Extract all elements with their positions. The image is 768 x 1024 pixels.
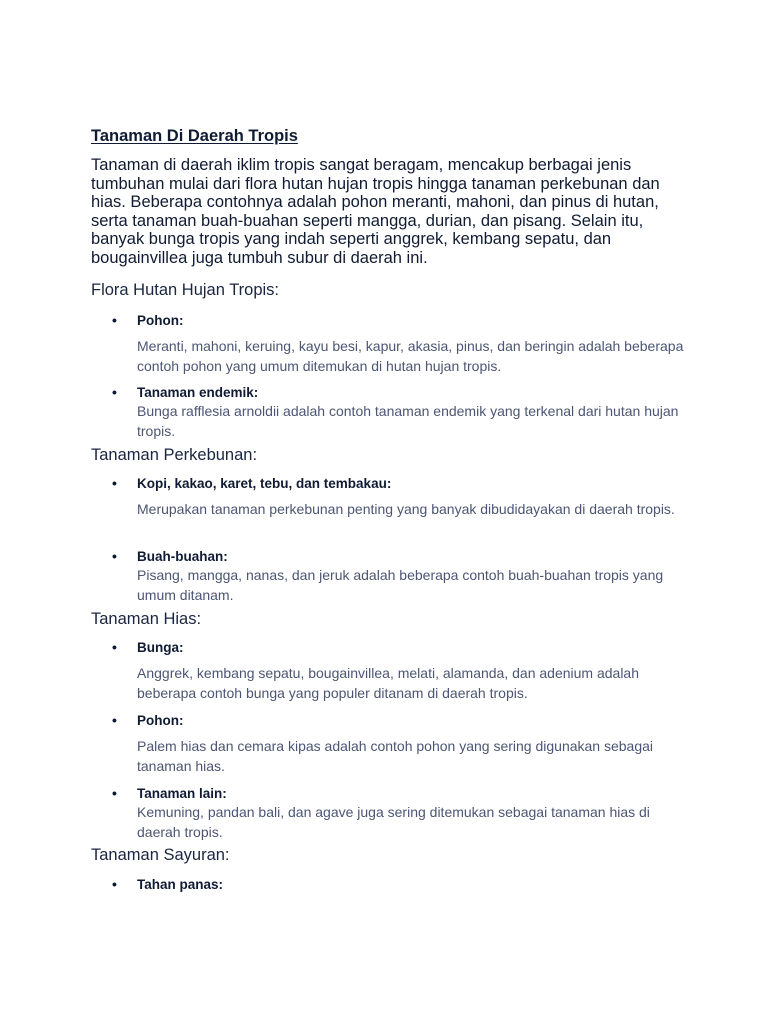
item-text-bunga: Anggrek, kembang sepatu, bougainvillea, melati, alamanda, dan adenium adalah beberapa contoh bunga yang populer ditanam di daerah tropis. [137,665,640,701]
bullet-icon: • [112,639,117,655]
section-heading-hias: Tanaman Hias: [91,610,202,628]
item-text-tanaman-endemik: Bunga rafflesia arnoldii adalah contoh tanaman endemik yang terkenal dari hutan hujan tropis. [137,403,679,439]
section-heading-sayuran: Tanaman Sayuran: [91,846,230,864]
bullet-icon: • [112,312,117,328]
item-text-pohon-hias: Palem hias dan cemara kipas adalah contoh pohon yang sering digunakan sebagai tanaman hias. [137,738,654,774]
intro-paragraph: Tanaman di daerah iklim tropis sangat beragam, mencakup berbagai jenis tumbuhan mulai dari flora hutan hujan tropis hingga tanaman perkebunan dan hias. Beberapa contohnya adalah pohon meranti, mahoni, dan pinus di hutan, serta tanaman buah-buahan seperti mangga, durian, dan pisang. Selain itu, banyak bunga tropis yang indah seperti anggrek, kembang sepatu, dan bougainvillea juga tumbuh subur di daerah ini. [91,156,660,267]
section-heading-flora: Flora Hutan Hujan Tropis: [91,281,280,299]
item-text-buah: Pisang, mangga, nanas, dan jeruk adalah beberapa contoh buah-buahan tropis yang umum ditanam. [137,567,664,603]
item-label-tanaman-lain: Tanaman lain: [137,786,227,801]
item-text-kopi: Merupakan tanaman perkebunan penting yang banyak dibudidayakan di daerah tropis. [137,501,675,517]
item-label-buah: Buah-buahan: [137,549,228,564]
item-label-pohon-hias: Pohon: [137,713,184,728]
item-text-tanaman-lain: Kemuning, pandan bali, dan agave juga sering ditemukan sebagai tanaman hias di daerah tropis. [137,804,650,840]
page-title: Tanaman Di Daerah Tropis [91,127,298,145]
bullet-icon: • [112,785,117,801]
item-label-tanaman-endemik: Tanaman endemik: [137,385,259,400]
item-label-bunga: Bunga: [137,640,184,655]
bullet-icon: • [112,548,117,564]
item-text-pohon: Meranti, mahoni, keruing, kayu besi, kapur, akasia, pinus, dan beringin adalah beberapa contoh pohon yang umum ditemukan di hutan hujan tropis. [137,338,684,374]
bullet-icon: • [112,475,117,491]
bullet-icon: • [112,712,117,728]
bullet-icon: • [112,384,117,400]
item-label-kopi: Kopi, kakao, karet, tebu, dan tembakau: [137,476,392,491]
section-heading-perkebunan: Tanaman Perkebunan: [91,446,258,464]
item-label-tahan-panas: Tahan panas: [137,877,224,892]
bullet-icon: • [112,876,117,892]
item-label-pohon: Pohon: [137,313,184,328]
